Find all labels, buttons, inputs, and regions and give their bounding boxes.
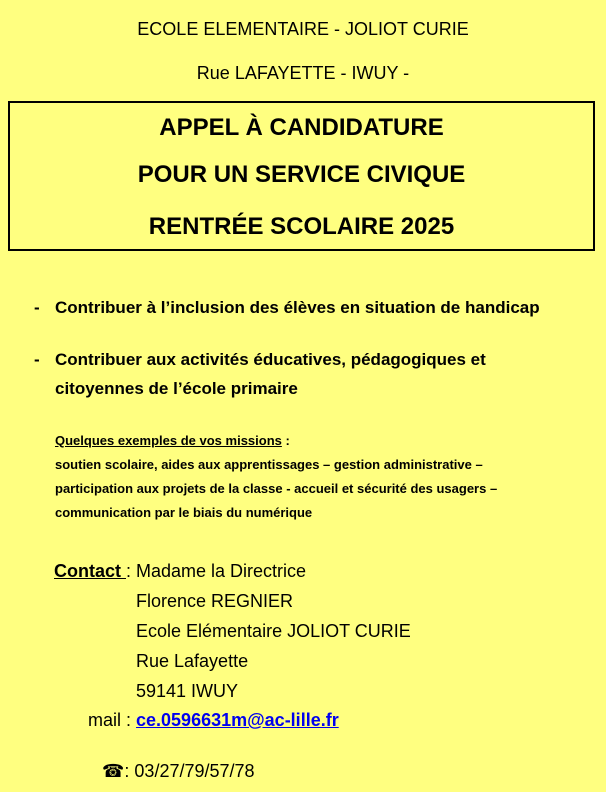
phone-line [102, 761, 255, 782]
mail-label: mail : [88, 710, 137, 730]
school-street: Rue LAFAYETTE - IWUY - [196, 63, 410, 83]
examples-heading-line [55, 433, 290, 448]
phone-number: : 03/27/79/57/78 [124, 761, 255, 781]
contact-label: Contact [54, 561, 126, 581]
example-line-2: participation aux projets de la classe - accueil et sécurité des usagers – [55, 481, 498, 496]
bullet-2-line-1: Contribuer aux activités éducatives, pédagogiques et [55, 350, 486, 369]
title-line-3: RENTRÉE SCOLAIRE 2025 [148, 213, 455, 240]
contact-recipient: : Madame la Directrice [126, 561, 307, 581]
contact-line [54, 561, 306, 582]
contact-city: 59141 IWUY [136, 681, 239, 701]
example-line-1: soutien scolaire, aides aux apprentissages – gestion administrative – [55, 457, 483, 472]
contact-name: Florence REGNIER [136, 591, 294, 611]
mail-link[interactable]: ce.0596631m@ac-lille.fr [136, 710, 339, 730]
examples-heading: Quelques exemples de vos missions [55, 433, 282, 448]
contact-street: Rue Lafayette [136, 651, 249, 671]
example-line-3: communication par le biais du numérique [55, 505, 313, 520]
bullet-1-line-1: Contribuer à l’inclusion des élèves en situation de handicap [55, 298, 540, 317]
examples-heading-suffix: : [281, 433, 290, 448]
title-line-2: POUR UN SERVICE CIVIQUE [137, 161, 466, 188]
mail-line [88, 710, 339, 731]
title-box [8, 101, 595, 251]
telephone-icon: ☎ [102, 761, 125, 781]
bullet-2-line-2: citoyennes de l’école primaire [55, 379, 298, 398]
title-line-1: APPEL À CANDIDATURE [159, 114, 444, 141]
bullet-dash: - [34, 298, 40, 317]
contact-school: Ecole Elémentaire JOLIOT CURIE [136, 621, 411, 641]
bullet-dash: - [34, 350, 40, 369]
school-name: ECOLE ELEMENTAIRE - JOLIOT CURIE [137, 19, 469, 39]
